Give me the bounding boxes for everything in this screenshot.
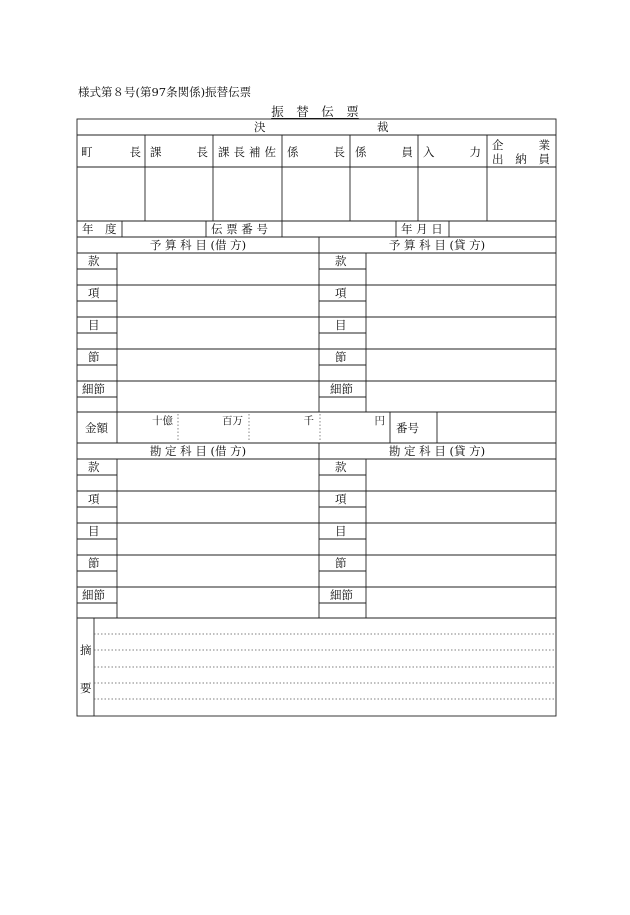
form-title-text: 振 替 伝 票: [271, 104, 359, 119]
account-credit-moku: 目: [335, 524, 347, 538]
fiscal-year-label: 年 度: [82, 222, 117, 236]
amount-unit-yen: 円: [374, 415, 385, 427]
account-debit-header: 勘 定 科 目 (借 方): [149, 444, 247, 458]
approval-col-deputy-chief: 課長補佐: [218, 145, 276, 159]
budget-credit-header: 予 算 科 目 (貸 方): [388, 238, 486, 252]
account-credit-kan: 款: [335, 460, 347, 474]
voucher-number-label: 伝 票 番 号: [211, 222, 268, 236]
form-heading: 様式第８号(第97条関係)振替伝票: [78, 85, 252, 99]
account-credit-setsu: 節: [335, 556, 347, 570]
budget-credit-moku: 目: [335, 318, 347, 332]
account-debit-kan: 款: [88, 460, 100, 474]
budget-credit-kou: 項: [335, 286, 347, 300]
budget-credit-kan: 款: [335, 254, 347, 268]
account-credit-kou: 項: [335, 492, 347, 506]
approval-header-right: 裁: [377, 120, 389, 134]
budget-debit-setsu: 節: [88, 350, 100, 364]
budget-debit-kan: 款: [88, 254, 100, 268]
amount-unit-billion: 十億: [152, 415, 173, 427]
budget-credit-saisetsu: 細節: [330, 382, 353, 396]
approval-col-mayor: 町 長: [81, 145, 141, 159]
remarks-label-top: 摘: [80, 643, 92, 657]
form-border: [77, 119, 556, 716]
budget-debit-saisetsu: 細節: [82, 382, 105, 396]
approval-col-input: 入 力: [423, 145, 481, 159]
remarks-label-bottom: 要: [80, 681, 92, 695]
budget-debit-kou: 項: [88, 286, 100, 300]
account-debit-kou: 項: [88, 492, 100, 506]
amount-unit-million: 百万: [222, 415, 243, 427]
account-debit-saisetsu: 細節: [82, 588, 105, 602]
account-debit-moku: 目: [88, 524, 100, 538]
approval-header-left: 決: [254, 120, 266, 134]
account-debit-setsu: 節: [88, 556, 100, 570]
number-label: 番号: [396, 421, 419, 435]
budget-credit-setsu: 節: [335, 350, 347, 364]
approval-col-subsection-chief: 係 長: [287, 145, 345, 159]
approval-col-treasurer-line2: 出 納 員: [492, 152, 550, 166]
approval-col-staff: 係 員: [355, 145, 413, 159]
amount-unit-thousand: 千: [303, 415, 314, 427]
approval-col-section-chief: 課 長: [150, 145, 208, 159]
approval-col-treasurer-line1: 企 業: [492, 138, 550, 152]
budget-debit-header: 予 算 科 目 (借 方): [149, 238, 247, 252]
account-credit-header: 勘 定 科 目 (貸 方): [388, 444, 486, 458]
amount-label: 金額: [85, 421, 108, 435]
date-label: 年 月 日: [401, 222, 443, 236]
form-grid: [77, 119, 556, 716]
account-credit-saisetsu: 細節: [330, 588, 353, 602]
budget-debit-moku: 目: [88, 318, 100, 332]
